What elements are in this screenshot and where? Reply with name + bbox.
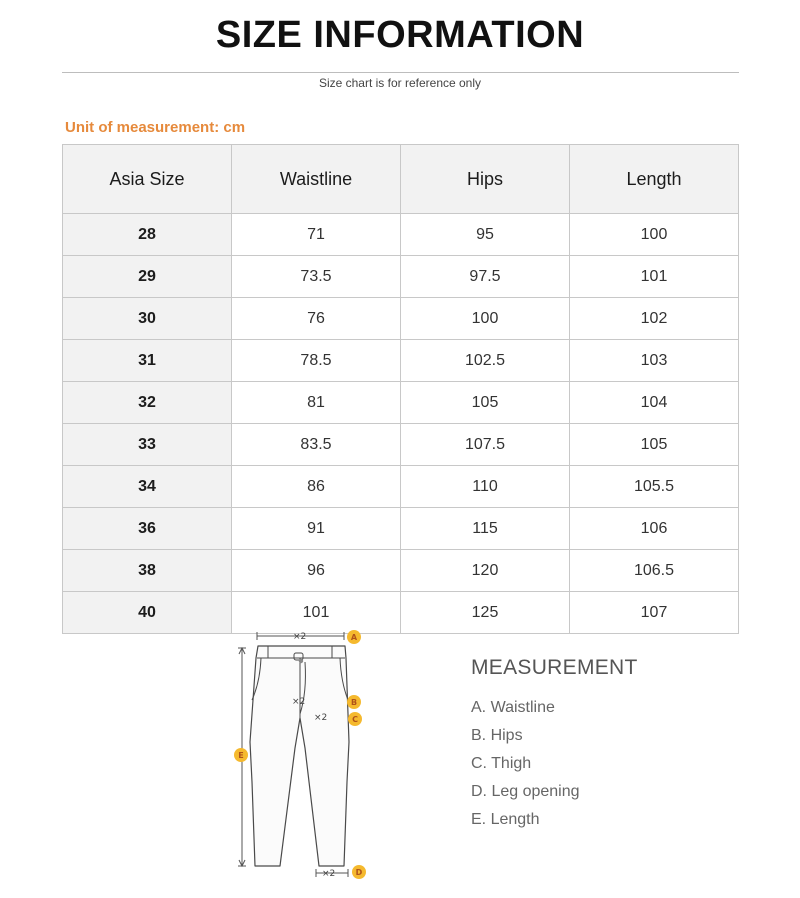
value-cell: 101 — [570, 256, 739, 298]
hips-multiplier-label: ×2 — [292, 697, 306, 707]
table-row — [63, 424, 739, 466]
value-cell: 115 — [401, 508, 570, 550]
value-cell: 102 — [570, 298, 739, 340]
title-divider — [62, 72, 739, 73]
table-row — [63, 550, 739, 592]
value-cell: 95 — [401, 214, 570, 256]
size-table — [62, 144, 739, 634]
leg-opening-multiplier-label: ×2 — [322, 869, 336, 879]
value-cell: 102.5 — [401, 340, 570, 382]
value-cell: 100 — [401, 298, 570, 340]
table-row — [63, 466, 739, 508]
size-cell: 28 — [63, 214, 232, 256]
measurement-title: MEASUREMENT — [471, 656, 638, 679]
value-cell: 71 — [232, 214, 401, 256]
value-cell: 107 — [570, 592, 739, 634]
value-cell: 76 — [232, 298, 401, 340]
value-cell: 83.5 — [232, 424, 401, 466]
svg-text:C: C — [352, 715, 358, 724]
value-cell: 120 — [401, 550, 570, 592]
value-cell: 97.5 — [401, 256, 570, 298]
size-cell: 33 — [63, 424, 232, 466]
size-cell: 40 — [63, 592, 232, 634]
marker-b — [347, 695, 361, 709]
table-row — [63, 508, 739, 550]
svg-text:E: E — [238, 751, 244, 760]
column-header: Hips — [401, 145, 570, 214]
value-cell: 107.5 — [401, 424, 570, 466]
size-cell: 30 — [63, 298, 232, 340]
measurement-item: D. Leg opening — [471, 783, 580, 800]
value-cell: 106 — [570, 508, 739, 550]
value-cell: 125 — [401, 592, 570, 634]
table-row — [63, 214, 739, 256]
size-cell: 34 — [63, 466, 232, 508]
svg-text:B: B — [350, 698, 358, 707]
table-row — [63, 298, 739, 340]
value-cell: 101 — [232, 592, 401, 634]
value-cell: 105 — [570, 424, 739, 466]
size-cell: 38 — [63, 550, 232, 592]
table-row — [63, 592, 739, 634]
column-header: Asia Size — [63, 145, 232, 214]
value-cell: 73.5 — [232, 256, 401, 298]
value-cell: 81 — [232, 382, 401, 424]
column-header: Waistline — [232, 145, 401, 214]
pants-diagram — [228, 622, 378, 884]
value-cell: 105.5 — [570, 466, 739, 508]
value-cell: 105 — [401, 382, 570, 424]
size-cell: 36 — [63, 508, 232, 550]
measurement-item: C. Thigh — [471, 755, 532, 772]
value-cell: 91 — [232, 508, 401, 550]
marker-c — [348, 712, 362, 726]
unit-label: Unit of measurement: cm — [65, 119, 246, 136]
measurement-item: A. Waistline — [471, 699, 555, 716]
table-header-row — [63, 145, 739, 214]
measurement-list — [471, 697, 580, 837]
value-cell: 103 — [570, 340, 739, 382]
value-cell: 106.5 — [570, 550, 739, 592]
page-title: SIZE INFORMATION — [215, 14, 585, 56]
thigh-multiplier-label: ×2 — [314, 713, 328, 723]
subtitle: Size chart is for reference only — [318, 76, 482, 90]
table-row — [63, 382, 739, 424]
table-body — [63, 214, 739, 634]
value-cell: 100 — [570, 214, 739, 256]
value-cell: 104 — [570, 382, 739, 424]
size-cell: 29 — [63, 256, 232, 298]
size-cell: 32 — [63, 382, 232, 424]
value-cell: 78.5 — [232, 340, 401, 382]
marker-a — [347, 630, 361, 644]
value-cell: 110 — [401, 466, 570, 508]
waist-multiplier-label: ×2 — [293, 632, 307, 642]
marker-e — [234, 748, 248, 762]
value-cell: 96 — [232, 550, 401, 592]
value-cell: 86 — [232, 466, 401, 508]
marker-d — [352, 865, 366, 879]
measurement-item: E. Length — [471, 811, 540, 828]
size-cell: 31 — [63, 340, 232, 382]
svg-text:A: A — [350, 633, 358, 642]
table-row — [63, 256, 739, 298]
table-row — [63, 340, 739, 382]
svg-text:D: D — [355, 868, 363, 877]
column-header: Length — [570, 145, 739, 214]
measurement-item: B. Hips — [471, 727, 523, 744]
